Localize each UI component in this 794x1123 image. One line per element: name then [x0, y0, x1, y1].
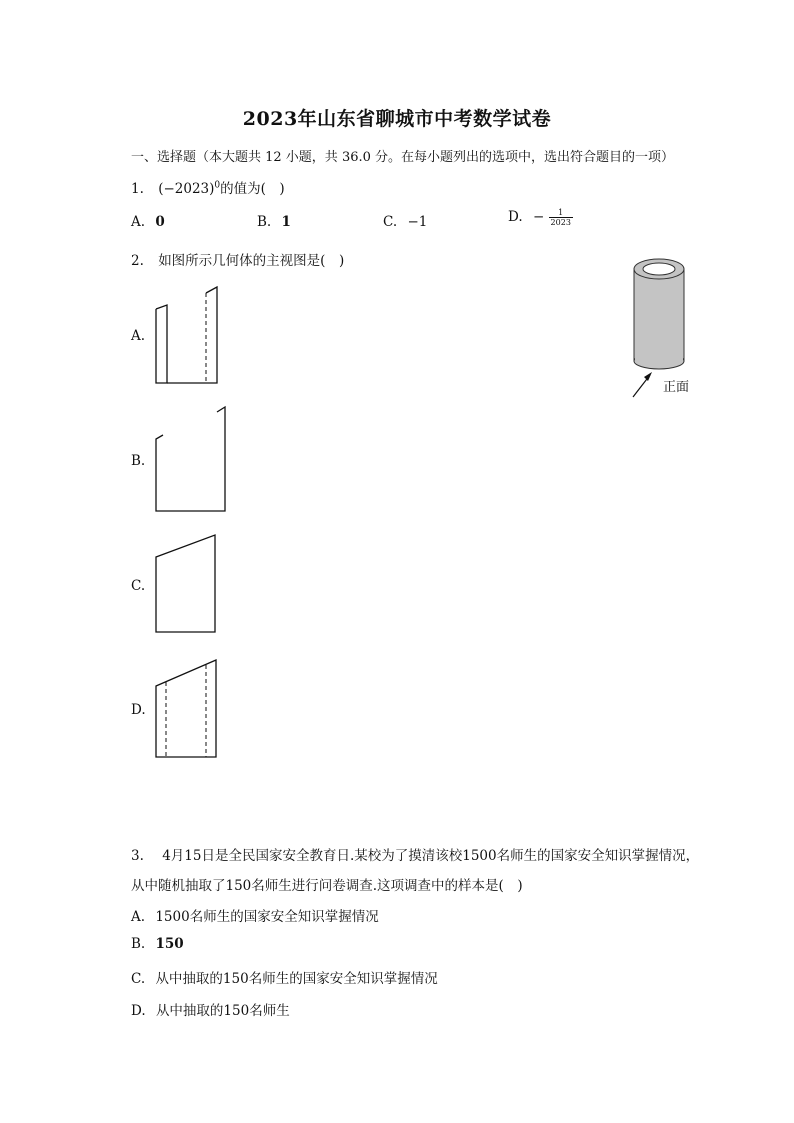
option-label: B. [131, 936, 146, 952]
minus-sign: − [532, 209, 545, 225]
q2-option-a-label: A. [131, 328, 146, 344]
option-label: C. [131, 971, 146, 987]
q1-option-c [383, 214, 427, 230]
q3-option-c [131, 967, 438, 987]
question-expression: (−2023) [158, 181, 215, 197]
option-label: A. [131, 909, 146, 925]
option-label: D. [508, 209, 523, 225]
option-text: 从中抽取的150名师生 [155, 1003, 290, 1019]
figure-caption: 正面 [663, 380, 690, 395]
option-value: 0 [155, 214, 165, 230]
option-value: −1 [407, 214, 428, 230]
option-label: A. [131, 214, 146, 230]
question-text-line1: 4月15日是全民国家安全教育日.某校为了摸清该校1500名师生的国家安全知识掌握情况， [162, 848, 700, 864]
question-text: 的值为( ) [220, 181, 285, 197]
question-3-line2: 从中随机抽取了150名师生进行问卷调查.这项调查中的样本是( ) [131, 878, 523, 894]
q1-option-d [508, 208, 573, 227]
q1-option-a [131, 214, 165, 230]
q2-option-b-figure [150, 404, 240, 519]
option-text: 1500名师生的国家安全知识掌握情况 [155, 909, 379, 925]
arrow-head-icon [644, 372, 652, 381]
exponent: 0 [214, 180, 221, 191]
option-label: C. [383, 214, 398, 230]
q3-option-b [131, 936, 184, 952]
option-label: B. [257, 214, 272, 230]
fraction-numerator: 1 [558, 208, 564, 217]
q2-option-a-figure [150, 282, 230, 392]
q2-option-c-label: C. [131, 578, 146, 594]
fraction [549, 208, 573, 227]
q3-option-d [131, 999, 290, 1019]
question-1 [131, 177, 285, 197]
q2-option-d-label: D. [131, 702, 146, 718]
option-label: D. [131, 1003, 146, 1019]
question-text: 如图所示几何体的主视图是( ) [158, 253, 345, 269]
q2-option-b-label: B. [131, 453, 146, 469]
question-number: 1. [131, 181, 144, 197]
q2-option-d-figure [150, 656, 230, 766]
option-text: 从中抽取的150名师生的国家安全知识掌握情况 [155, 971, 438, 987]
option-text: 150 [155, 936, 184, 952]
question-3 [131, 844, 699, 864]
question-number: 2. [131, 253, 144, 269]
option-value: 1 [281, 214, 291, 230]
question-2 [131, 249, 344, 269]
q3-option-a [131, 905, 379, 925]
section-header: 一、选择题（本大题共 12 小题，共 36.0 分。在每小题列出的选项中，选出符合题目的一项） [131, 150, 675, 165]
fraction-denominator: 2023 [550, 218, 571, 227]
page-title: 2023年山东省聊城市中考数学试卷 [242, 108, 552, 130]
question-number: 3. [131, 848, 144, 864]
q1-option-b [257, 214, 291, 230]
q2-option-c-figure [150, 532, 230, 642]
cylinder-hole [643, 263, 675, 275]
cylinder-body [634, 269, 684, 361]
